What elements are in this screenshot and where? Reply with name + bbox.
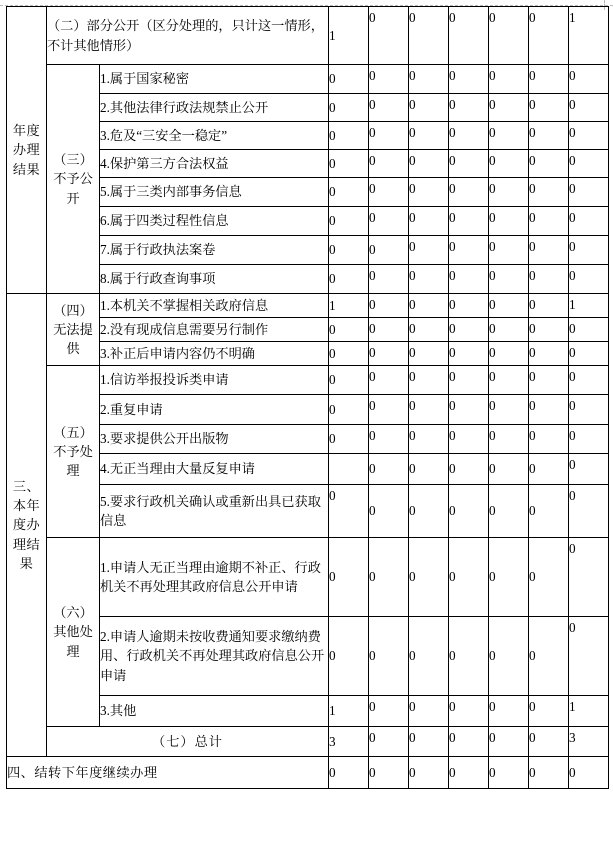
cell-value: 0: [409, 454, 449, 485]
cell-value: 0: [529, 696, 569, 727]
cell-value: 0: [569, 178, 609, 207]
cell-value: 0: [569, 318, 609, 342]
cell-value: 0: [569, 395, 609, 425]
cell-value: 0: [369, 485, 409, 538]
disclosure-statistics-table: [6, 6, 609, 789]
cell-value: 0: [449, 617, 489, 696]
cell-value: 0: [369, 395, 409, 425]
table-row: [7, 65, 609, 94]
cell-value: 0: [529, 294, 569, 318]
cell-value: 0: [329, 318, 369, 342]
cell-value: 0: [569, 207, 609, 236]
cell-value: 0: [329, 122, 369, 150]
cell-value: 0: [449, 122, 489, 150]
cell-value: 0: [449, 342, 489, 366]
cell-value: 0: [449, 485, 489, 538]
cell-value: 0: [489, 366, 529, 395]
cell-value: 0: [529, 366, 569, 395]
group-label-annual-result: 年度办理结果: [7, 7, 47, 294]
cell-value: 0: [529, 727, 569, 757]
cell-value: 0: [369, 207, 409, 236]
cell-value: [329, 454, 369, 485]
cell-value: 0: [569, 94, 609, 122]
cell-value: 0: [529, 485, 569, 538]
group-label-text: （四）无法提供: [53, 302, 93, 357]
cell-value: 0: [569, 454, 609, 485]
group-label-text: （三）不予公开: [53, 152, 93, 206]
cell-value: 0: [409, 265, 449, 294]
cell-value: 0: [529, 150, 569, 178]
cell-value: 1: [329, 7, 369, 65]
cell-value: 0: [329, 150, 369, 178]
table-row: [7, 727, 609, 757]
cell-value: 0: [489, 425, 529, 454]
cell-value: 0: [489, 485, 529, 538]
cell-value: 0: [569, 236, 609, 265]
cell-value: 0: [369, 318, 409, 342]
cell-value: 0: [569, 757, 609, 789]
cell-value: 0: [529, 65, 569, 94]
cell-value: 0: [489, 236, 529, 265]
cell-value: 0: [449, 236, 489, 265]
cell-value: 0: [369, 538, 409, 617]
cell-value: 0: [449, 94, 489, 122]
row-label-petition-complaint: 1.信访举报投诉类申请: [100, 366, 329, 395]
table-row: [7, 538, 609, 617]
row-label-overdue-no-correction: 1.申请人无正当理由逾期不补正、行政机关不再处理其政府信息公开申请: [100, 538, 329, 617]
cell-value: 0: [409, 178, 449, 207]
cell-value: 0: [409, 538, 449, 617]
cell-value: 0: [489, 395, 529, 425]
cell-value: 0: [329, 94, 369, 122]
cell-value: 0: [569, 65, 609, 94]
cell-value: 0: [449, 366, 489, 395]
cell-value: 0: [409, 395, 449, 425]
table-row: [7, 294, 609, 318]
row-label-not-in-possession: 1.本机关不掌握相关政府信息: [100, 294, 329, 318]
cell-value: 0: [529, 342, 569, 366]
cell-value: 0: [569, 265, 609, 294]
cell-value: 0: [369, 7, 409, 65]
cell-value: 0: [409, 757, 449, 789]
cell-value: 0: [369, 150, 409, 178]
cell-value: 0: [529, 178, 569, 207]
row-label-three-safety-one-stability: 3.危及“三安全一稳定”: [100, 122, 329, 150]
cell-value: 0: [329, 425, 369, 454]
row-label-carry-to-next-year: 四、结转下年度继续办理: [7, 757, 329, 789]
cell-value: 1: [329, 696, 369, 727]
cell-value: 0: [569, 538, 609, 617]
cell-value: 0: [369, 265, 409, 294]
row-label-request-public-publication: 3.要求提供公开出版物: [100, 425, 329, 454]
row-label-admin-inquiry-matter: 8.属于行政查询事项: [100, 265, 329, 294]
cell-value: 0: [529, 757, 569, 789]
cell-value: 0: [529, 318, 569, 342]
cell-value: 0: [529, 7, 569, 65]
cell-value: 0: [329, 485, 369, 538]
cell-value: 0: [409, 342, 449, 366]
cell-value: 0: [489, 294, 529, 318]
cell-value: 0: [489, 617, 529, 696]
cell-value: 0: [329, 65, 369, 94]
cell-value: 0: [329, 207, 369, 236]
cell-value: 0: [369, 617, 409, 696]
cell-value: 0: [449, 454, 489, 485]
cell-value: 0: [529, 538, 569, 617]
cell-value: 0: [409, 236, 449, 265]
cell-value: 0: [489, 727, 529, 757]
cell-value: 0: [569, 342, 609, 366]
cell-value: 0: [409, 617, 449, 696]
cell-value: 0: [329, 538, 369, 617]
cell-value: 0: [489, 150, 529, 178]
cell-value: 0: [329, 395, 369, 425]
table-row: [7, 7, 609, 65]
cell-value: 0: [329, 236, 369, 265]
cell-value: 1: [329, 294, 369, 318]
cell-value: 0: [489, 696, 529, 727]
cell-value: 0: [489, 207, 529, 236]
cell-value: 0: [409, 207, 449, 236]
cell-value: 0: [369, 94, 409, 122]
cell-value: 0: [329, 757, 369, 789]
cell-value: 0: [489, 342, 529, 366]
cell-value: 0: [369, 342, 409, 366]
cell-value: 0: [529, 617, 569, 696]
group-label-other-handling: [47, 538, 100, 727]
group-label-text: （六）其他处理: [53, 605, 93, 659]
row-label-third-party-rights: 4.保护第三方合法权益: [100, 150, 329, 178]
cell-value: 0: [529, 236, 569, 265]
cell-value: 0: [569, 617, 609, 696]
cell-value: 0: [529, 94, 569, 122]
row-label-needs-new-creation: 2.没有现成信息需要另行制作: [100, 318, 329, 342]
cell-value: 0: [329, 366, 369, 395]
cell-value: 0: [369, 294, 409, 318]
cell-value: 0: [529, 454, 569, 485]
cell-value: 0: [449, 150, 489, 178]
cell-value: 0: [369, 178, 409, 207]
cell-value: 0: [369, 366, 409, 395]
cell-value: 0: [569, 425, 609, 454]
cell-value: 0: [529, 395, 569, 425]
cell-value: 0: [449, 294, 489, 318]
table-row: [7, 366, 609, 395]
row-label-request-confirm-reissue: 5.要求行政机关确认或重新出具已获取信息: [100, 485, 329, 538]
cell-value: 0: [529, 425, 569, 454]
cell-value: 0: [449, 696, 489, 727]
cell-value: 0: [569, 485, 609, 538]
cell-value: 0: [409, 65, 449, 94]
row-label-still-unclear-after-correction: 3.补正后申请内容仍不明确: [100, 342, 329, 366]
row-label-three-internal-affairs: 5.属于三类内部事务信息: [100, 178, 329, 207]
cell-value: 0: [409, 94, 449, 122]
cell-value: 0: [489, 265, 529, 294]
cell-value: 0: [489, 538, 529, 617]
cell-value: 3: [329, 727, 369, 757]
cell-value: 0: [369, 696, 409, 727]
row-label-grand-total: （七）总计: [47, 727, 329, 757]
row-label-unreasonable-repeat-applications: 4.无正当理由大量反复申请: [100, 454, 329, 485]
cell-value: 0: [449, 425, 489, 454]
cell-value: 0: [449, 7, 489, 65]
cell-value: 0: [489, 65, 529, 94]
cell-value: 0: [369, 65, 409, 94]
cell-value: 0: [449, 757, 489, 789]
cell-value: 0: [329, 178, 369, 207]
cell-value: 0: [489, 122, 529, 150]
cell-value: 0: [569, 366, 609, 395]
cell-value: 0: [449, 538, 489, 617]
row-label-state-secret: 1.属于国家秘密: [100, 65, 329, 94]
group-label-not-disclosed: [47, 65, 100, 294]
cell-value: 0: [489, 454, 529, 485]
cell-value: 0: [449, 727, 489, 757]
cell-value: 0: [449, 395, 489, 425]
cell-value: 0: [409, 425, 449, 454]
cell-value: 0: [489, 94, 529, 122]
cell-value: 1: [569, 7, 609, 65]
row-label-overdue-no-payment: 2.申请人逾期未按收费通知要求缴纳费用、行政机关不再处理其政府信息公开申请: [100, 617, 329, 696]
row-label-duplicate-application: 2.重复申请: [100, 395, 329, 425]
cell-value: 0: [449, 265, 489, 294]
cell-value: 0: [369, 425, 409, 454]
cell-value: 0: [369, 122, 409, 150]
cell-value: 0: [409, 294, 449, 318]
cell-value: 0: [409, 150, 449, 178]
cell-value: 0: [489, 757, 529, 789]
row-label-law-prohibits: 2.其他法律行政法规禁止公开: [100, 94, 329, 122]
cell-value: 0: [369, 757, 409, 789]
cell-value: 3: [569, 727, 609, 757]
cell-value: 1: [569, 294, 609, 318]
cell-value: 0: [569, 150, 609, 178]
cell-value: 0: [569, 122, 609, 150]
cell-value: 0: [329, 265, 369, 294]
cell-value: 0: [409, 122, 449, 150]
table-row: [7, 757, 609, 789]
cell-value: 0: [329, 617, 369, 696]
cell-value: 0: [529, 207, 569, 236]
group-label-text: （五）不予处理: [53, 424, 93, 479]
cell-value: 0: [369, 454, 409, 485]
cell-value: 0: [409, 366, 449, 395]
row-label-four-process-info: 6.属于四类过程性信息: [100, 207, 329, 236]
cell-value: 0: [449, 318, 489, 342]
cell-value: 0: [409, 727, 449, 757]
cell-value: 0: [409, 318, 449, 342]
cell-value: 0: [369, 236, 409, 265]
cell-value: 0: [489, 7, 529, 65]
cell-value: 1: [569, 696, 609, 727]
cell-value: 0: [369, 727, 409, 757]
row-label-law-enforcement-file: 7.属于行政执法案卷: [100, 236, 329, 265]
cell-value: 0: [449, 178, 489, 207]
cell-value: 0: [329, 342, 369, 366]
group-label-not-processed: [47, 366, 100, 538]
cell-value: 0: [409, 485, 449, 538]
cell-value: 0: [489, 318, 529, 342]
cell-value: 0: [529, 122, 569, 150]
group-label-unable-to-provide: [47, 294, 100, 366]
cell-value: 0: [449, 207, 489, 236]
cell-value: 0: [449, 65, 489, 94]
row-label-partial-disclosure: （二）部分公开（区分处理的，只计这一情形，不计其他情形）: [47, 7, 329, 65]
cell-value: 0: [409, 696, 449, 727]
group-label-current-year-result: 三、本年度办理结果: [7, 294, 47, 757]
cell-value: 0: [529, 265, 569, 294]
row-label-other: 3.其他: [100, 696, 329, 727]
cell-value: 0: [489, 178, 529, 207]
cell-value: 0: [409, 7, 449, 65]
